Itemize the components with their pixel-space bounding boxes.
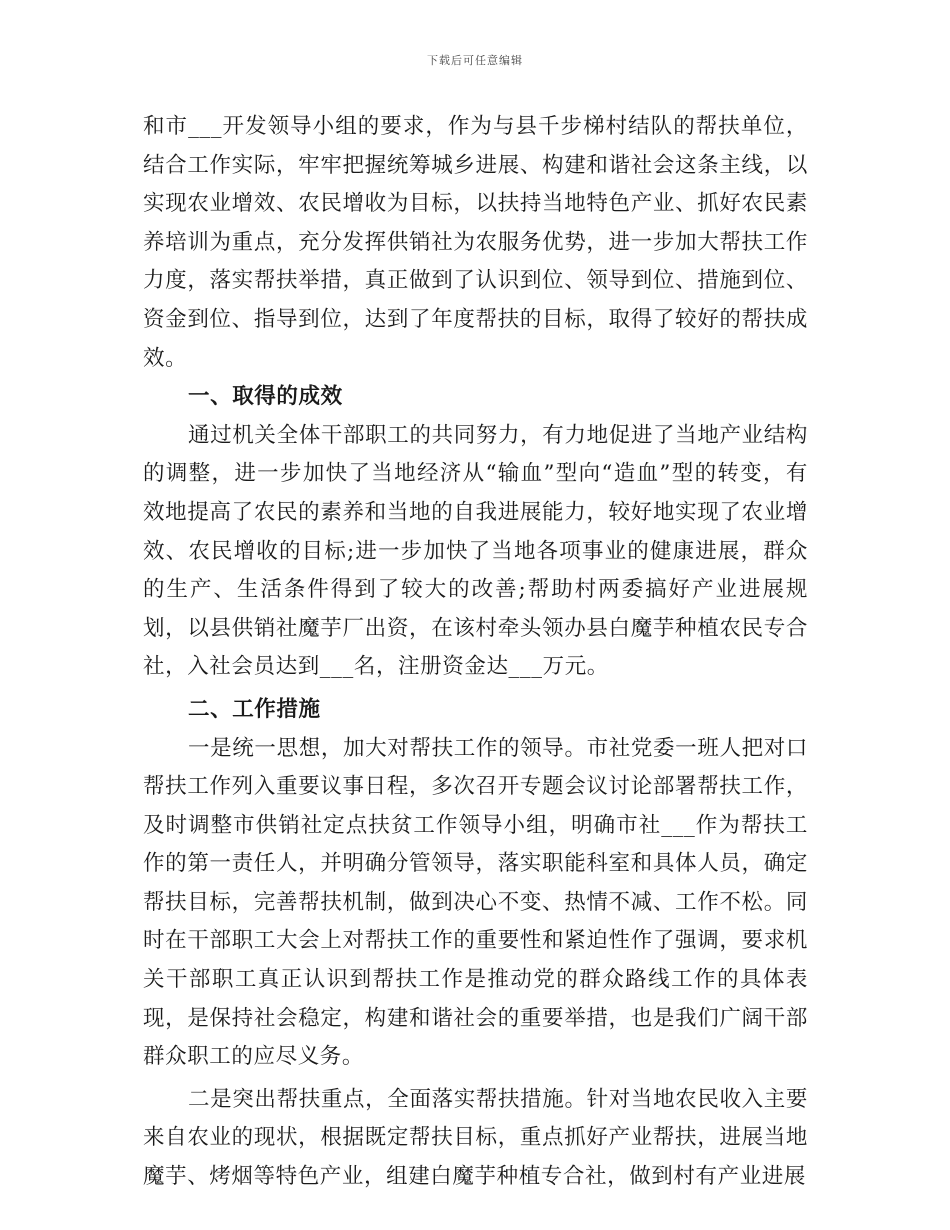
document-body — [143, 108, 808, 1197]
paragraph-measure-two: 二是突出帮扶重点，全面落实帮扶措施。针对当地农民收入主要来自农业的现状，根据既定帮扶目标，重点抓好产业帮扶，进展当地魔芋、烤烟等特色产业，组建白魔芋种植专合社，做到村有产业进展 — [143, 1086, 808, 1190]
paragraph-measure-one: 一是统一思想，加大对帮扶工作的领导。市社党委一班人把对口帮扶工作列入重要议事日程，多次召开专题会议讨论部署帮扶工作，及时调整市供销社定点扶贫工作领导小组，明确市社___作为帮扶工作的第一责任人，并明确分管领导，落实职能科室和具体人员，确定帮扶目标，完善帮扶机制，做到决心不变、热情不减、工作不松。同时在干部职工大会上对帮扶工作的重要性和紧迫性作了强调，要求机关干部职工真正认识到帮扶工作是推动党的群众路线工作的具体表现，是保持社会稳定，构建和谐社会的重要举措，也是我们广阔干部群众职工的应尽义务。 — [143, 735, 808, 1070]
section-heading-measures: 二、工作措施 — [188, 696, 321, 722]
paragraph-intro: 和市___开发领导小组的要求，作为与县千步梯村结队的帮扶单位，结合工作实际，牢牢把握统筹城乡进展、构建和谐社会这条主线，以实现农业增效、农民增收为目标，以扶持当地特色产业、抓好农民素养培训为重点，充分发挥供销社为农服务优势，进一步加大帮扶工作力度，落实帮扶举措，真正做到了认识到位、领导到位、措施到位、资金到位、指导到位，达到了年度帮扶的目标，取得了较好的帮扶成效。 — [143, 114, 808, 371]
page-header: 下载后可任意编辑 — [427, 54, 523, 67]
paragraph-results: 通过机关全体干部职工的共同努力，有力地促进了当地产业结构的调整，进一步加快了当地经济从“输血”型向“造血”型的转变，有效地提高了农民的素养和当地的自我进展能力，较好地实现了农业增效、农民增收的目标;进一步加快了当地各项事业的健康进展，群众的生产、生活条件得到了较大的改善;帮助村两委搞好产业进展规划，以县供销社魔芋厂出资，在该村牵头领办县白魔芋种植农民专合社，入社会员达到___名，注册资金达___万元。 — [143, 422, 808, 680]
section-heading-results: 一、取得的成效 — [188, 384, 343, 410]
